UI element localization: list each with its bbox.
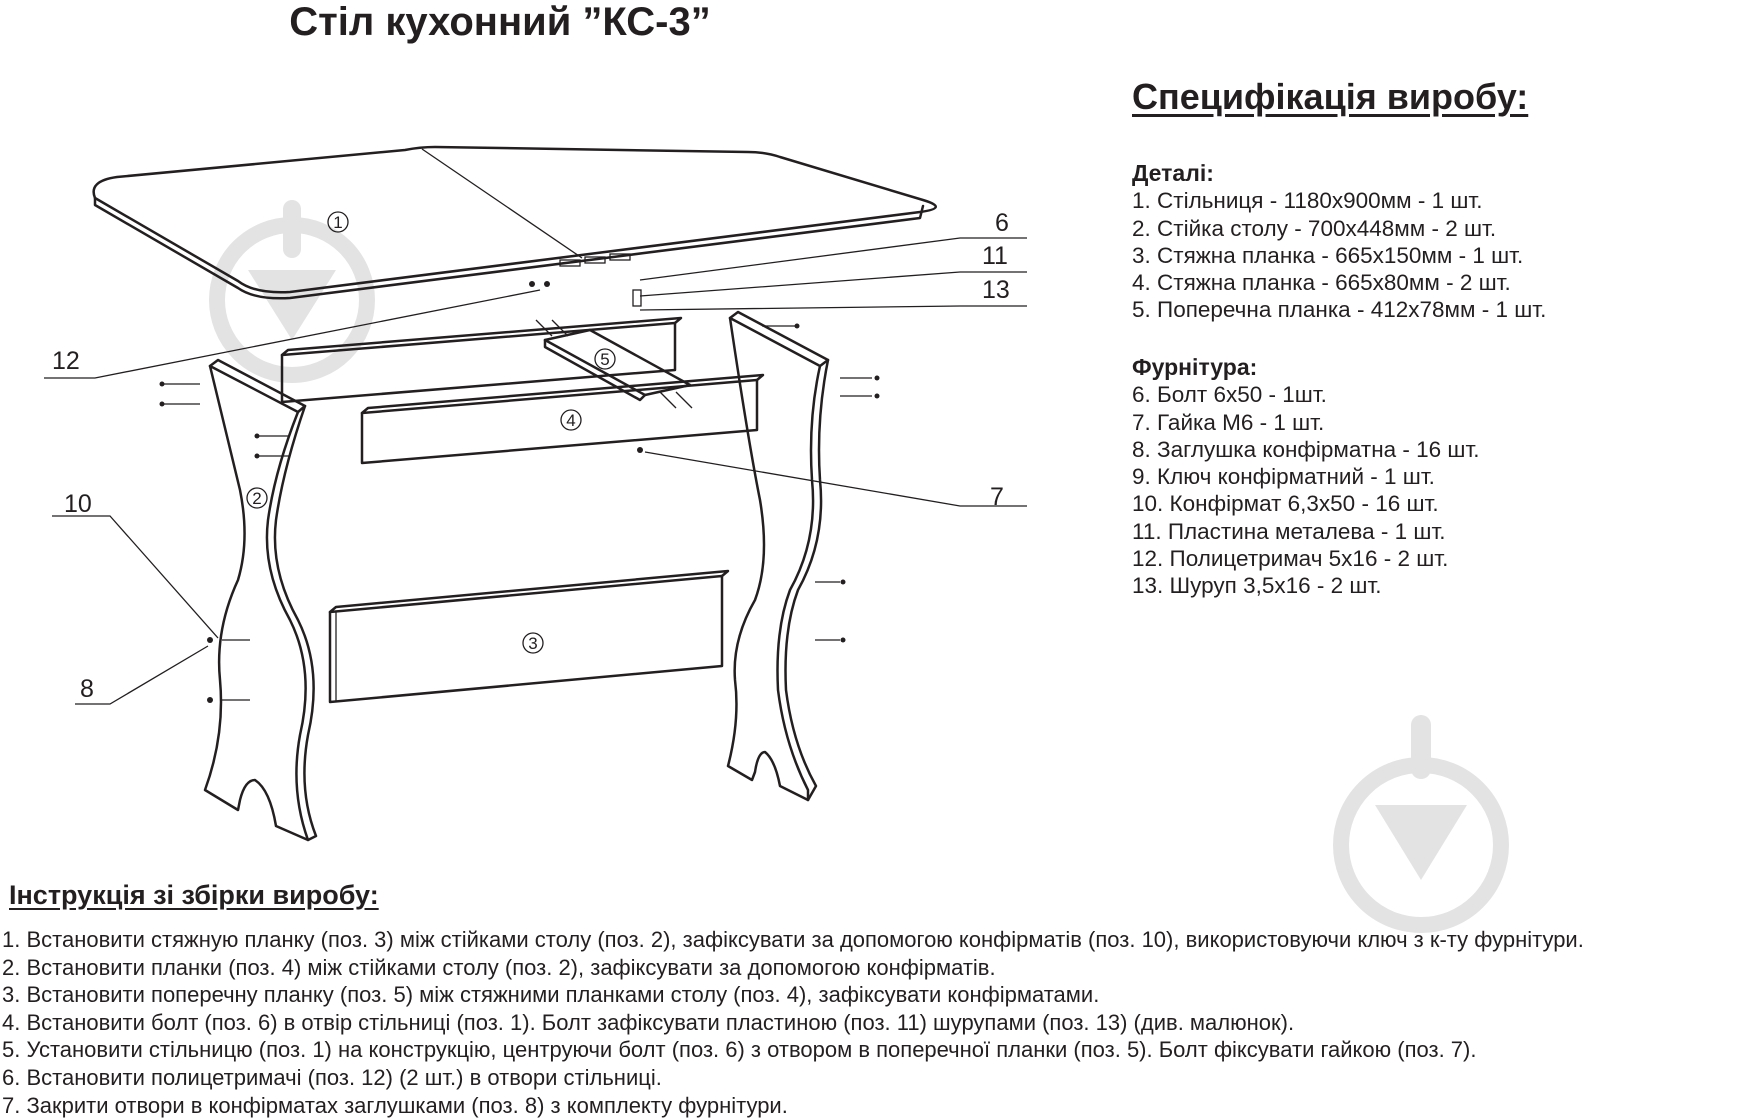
instruction-step: 5. Установити стільницю (поз. 1) на конструкцію, центруючи болт (поз. 6) з отвором в поперечної планки (поз. 5). Болт фіксувати гайкою (поз. 7).: [2, 1037, 1477, 1063]
callout-11: [640, 242, 1027, 296]
instruction-step: 7. Закрити отвори в конфірматах заглушками (поз. 8) з комплекту фурнітури.: [2, 1092, 788, 1118]
svg-text:11: 11: [982, 242, 1008, 270]
details-heading: Деталі:: [1132, 160, 1214, 186]
instruction-step: 2. Встановити планки (поз. 4) між стійками столу (поз. 2), зафіксувати за допомогою конфірматів.: [2, 954, 996, 980]
details-list: [1132, 160, 1546, 324]
svg-text:12: 12: [52, 347, 80, 375]
callout-8: [75, 646, 208, 704]
list-item: 4. Стяжна планка - 665х80мм - 2 шт.: [1132, 270, 1511, 296]
callout-10: [52, 490, 218, 638]
instruction-step: 3. Встановити поперечну планку (поз. 5) між стяжними планками столу (поз. 4), зафіксувати конфірматами.: [2, 982, 1100, 1008]
svg-text:1: 1: [333, 213, 343, 232]
svg-text:2: 2: [252, 489, 262, 508]
list-item: 9. Ключ конфірматний - 1 шт.: [1132, 464, 1435, 490]
watermark-logo: [1341, 715, 1501, 925]
left-leg-drawing: [205, 360, 316, 840]
fittings-list: [1132, 354, 1480, 600]
svg-text:6: 6: [995, 209, 1009, 237]
part-marker-3: [523, 633, 543, 653]
list-item: 7. Гайка М6 - 1 шт.: [1132, 409, 1325, 435]
spec-heading: Специфікація виробу:: [1132, 76, 1529, 117]
right-leg-drawing: [728, 312, 828, 800]
part-marker-5: [595, 349, 615, 369]
list-item: 5. Поперечна планка - 412х78мм - 1 шт.: [1132, 297, 1547, 323]
svg-text:4: 4: [566, 411, 576, 430]
instructions-heading: Інструкція зі збірки виробу:: [9, 880, 379, 910]
svg-text:5: 5: [600, 350, 610, 369]
list-item: 2. Стійка столу - 700х448мм - 2 шт.: [1132, 215, 1497, 241]
callout-6: [640, 209, 1027, 280]
list-item: 12. Полицетримач 5х16 - 2 шт.: [1132, 546, 1449, 572]
page-title: Стіл кухонний ”КС-3”: [289, 0, 711, 44]
list-item: 6. Болт 6х50 - 1шт.: [1132, 382, 1327, 408]
list-item: 1. Стільниця - 1180х900мм - 1 шт.: [1132, 188, 1483, 214]
list-item: 10. Конфірмат 6,3х50 - 16 шт.: [1132, 491, 1439, 517]
instructions-list: [2, 926, 1584, 1119]
front-rail-drawing: [362, 375, 763, 463]
svg-text:7: 7: [990, 483, 1004, 511]
svg-text:10: 10: [64, 490, 92, 518]
instruction-step: 6. Встановити полицетримачі (поз. 12) (2 шт.) в отвори стільниці.: [2, 1064, 662, 1090]
svg-text:8: 8: [80, 675, 94, 703]
list-item: 3. Стяжна планка - 665х150мм - 1 шт.: [1132, 242, 1524, 268]
part-marker-2: [247, 488, 267, 508]
callout-7: [645, 452, 1027, 511]
instruction-step: 4. Встановити болт (поз. 6) в отвір стільниці (поз. 1). Болт зафіксувати пластиною (поз. 11) шурупами (поз. 13) (див. малюнок).: [2, 1009, 1295, 1035]
instruction-step: 1. Встановити стяжную планку (поз. 3) між стійками столу (поз. 2), зафіксувати за допомогою конфірматів (поз. 10), використовуючи ключ з к-ту фурнітури.: [2, 927, 1584, 952]
list-item: 13. Шуруп 3,5х16 - 2 шт.: [1132, 573, 1382, 599]
cross-rail-drawing: [545, 330, 690, 400]
svg-text:13: 13: [982, 276, 1010, 304]
list-item: 8. Заглушка конфірматна - 16 шт.: [1132, 436, 1480, 462]
fittings-heading: Фурнітура:: [1132, 354, 1258, 380]
part-marker-4: [561, 410, 581, 430]
list-item: 11. Пластина металева - 1 шт.: [1132, 518, 1446, 544]
part-marker-1: [328, 212, 348, 232]
svg-text:3: 3: [528, 634, 538, 653]
